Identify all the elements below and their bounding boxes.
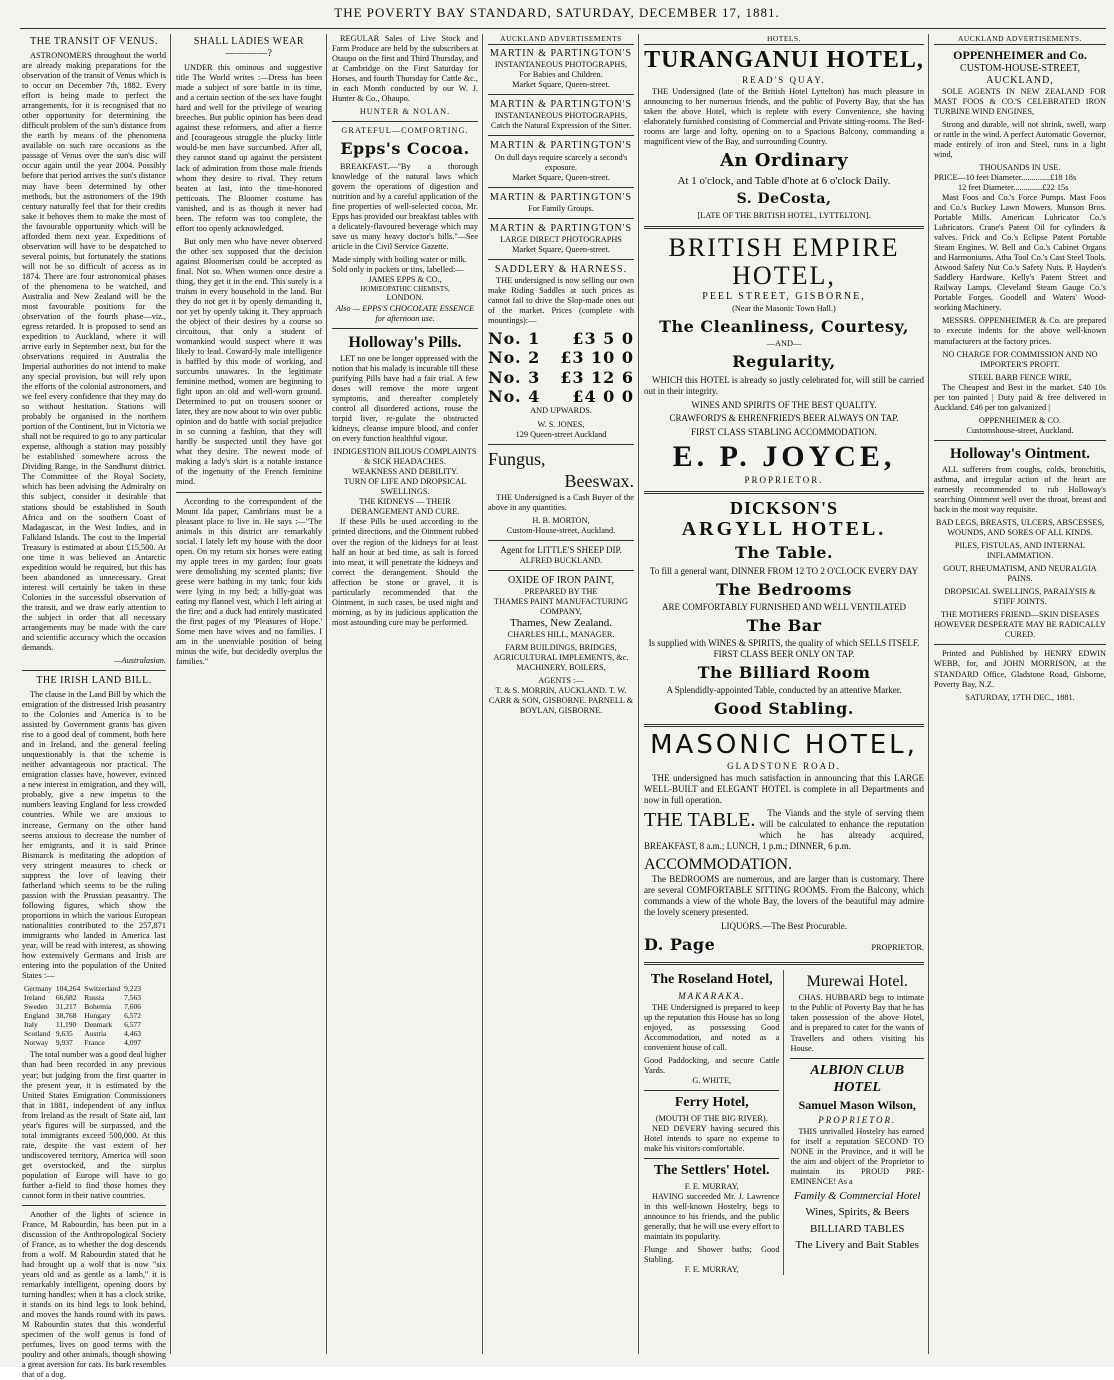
ad-upwards: AND UPWARDS.	[530, 405, 592, 415]
ad-table-text: To fill a general want, DINNER FROM 12 TO 2 O'CLOCK EVERY DAY	[649, 565, 919, 576]
divider	[934, 644, 1106, 645]
ad-oppenheimer: OPPENHEIMER and Co.	[953, 48, 1087, 63]
ad-photo-3b: On dull days require scarcely a second's exposure.	[494, 152, 628, 172]
ad-crawford: CRAWFORD'S & EHRENFRIED'S BEER ALWAYS ON TAP.	[669, 413, 899, 424]
ad-dickson: DICKSON'S	[729, 497, 839, 518]
table-row	[22, 1002, 143, 1011]
ad-argyll: ARGYLL HOTEL.	[681, 518, 887, 541]
ad-morton: H. B. MORTON,	[532, 515, 590, 525]
ad-regularity: Regularity,	[732, 352, 836, 372]
ad-saddlery-text: THE undersigned is now selling our own make Riding Saddles at such prices as cannot fail to drive the Slop-made ones out of the market. Prices (complete with mountings):—	[488, 275, 634, 326]
table-cell: 66,682	[55, 993, 77, 1003]
divider	[22, 670, 166, 671]
ad-wines: WINES AND SPIRITS OF THE BEST QUALITY.	[691, 399, 877, 410]
hotels-left-subcol	[644, 970, 784, 1275]
divider	[644, 226, 924, 229]
ad-strong: Strong and durable, will not shrink, swell, warp or rattle in the wind. A perfect Automatic Governor, made entirely of iron and Steel, runs in a light wind,	[934, 119, 1107, 159]
price-row	[488, 387, 634, 406]
article-animals: According to the correspondent of the Mount Ida paper, Cambrians must be a pleasant place to live in. He says :—"The animals in this district are remarkably social. I lately left my house with the door open. On my return six horses were eating my apple trees in my garden; four goats were demolishing my scented plants; five geese were bathing in my tank; four kids were lying in my bed; a billy-goat was eating my flannel vest, which I left airing at the fire; and a duck had entirely masticated the first pages of my 'Pleasures of Hope.' Some men have wives and no families. I am in the unenviable position of being minus the wife, but decidedly overplus the families."	[176, 496, 322, 666]
ad-agents-list: T. & S. MORRIN, AUCKLAND. T. W. CARR & SON, GISBORNE. PARNELL & BOYLAN, GISBORNE.	[488, 686, 634, 716]
ad-roseland-text: THE Undersigned is prepared to keep up the reputation this House has so long enjoyed, as possessing Good Accommodation, and noted as a convenient house of call.	[644, 1002, 780, 1052]
table-cell: 6,572	[124, 1011, 141, 1021]
divider	[644, 724, 924, 727]
ad-hunter-nolan: HUNTER & NOLAN.	[359, 107, 451, 117]
ad-holloway-weak: WEAKNESS AND DEBILITY.	[351, 467, 459, 477]
table-row	[22, 1020, 143, 1029]
ad-the-table: THE TABLE.	[644, 809, 756, 832]
table-cell: Ireland	[24, 993, 46, 1003]
table-cell: Switzerland	[84, 984, 121, 993]
table-cell: 31,217	[55, 1002, 77, 1012]
ad-thousands: THOUSANDS IN USE.	[979, 162, 1061, 172]
ad-oxide-title: OXIDE OF IRON PAINT,	[507, 574, 615, 586]
ad-hill: CHARLES HILL, MANAGER.	[507, 630, 615, 640]
heading-irish-land-bill: THE IRISH LAND BILL.	[36, 675, 152, 686]
column-divider	[638, 34, 639, 1354]
ad-page: D. Page	[644, 934, 716, 954]
ad-photo-5: LARGE DIRECT PHOTOGRAPHS	[500, 234, 622, 244]
ad-masonic: MASONIC HOTEL,	[650, 729, 918, 760]
ad-partington-title: MARTIN & PARTINGTON'S	[489, 140, 633, 152]
divider	[644, 1158, 779, 1159]
ad-items: Mast Foos and Co.'s Force Pumps. Mast Foos and Co.'s Buckey Lawn Mowers. Munson Bros. Portable Mills. American Lubricator Co.'s Lubricators. Crane's Patent Oil for cylinders & valves. Frick and Co.'s Eclipse Patent Portable Steam Engines. W. Bell and Co.'s Cabinet Organs and Harmoniums. Atha Tool Co.'s Cast Steel Tools. Atwood Safety Nut Co.'s Safety Nuts. P. Hayden's Saddlery Hardware. Kelly's Patent Street and Railway Lamps. Cleveland Steam Gauge Co.'s Portable Forges. Goodell and Waters' Wood-working Machinery.	[934, 193, 1106, 313]
divider	[488, 94, 634, 95]
ad-prepared: PREPARED BY THE	[524, 586, 598, 596]
ad-bedrooms-text: ARE COMFORTABLY FURNISHED AND WELL VENTILATED	[661, 602, 907, 613]
ad-price-2: 12 feet Diameter..............£22 15s	[958, 183, 1069, 193]
table-cell: Denmark	[84, 1020, 113, 1030]
ad-page-proprietor: PROPRIETOR.	[871, 942, 924, 952]
table-cell: 6,577	[124, 1020, 141, 1030]
ad-piles: PILES, FISTULAS, AND INTERNAL INFLAMMATION.	[954, 541, 1086, 561]
ad-saddlery-title: SADDLERY & HARNESS.	[494, 263, 628, 275]
ad-holloway-kidney: THE KIDNEYS — THEIR DERANGEMENT AND CURE.	[350, 497, 460, 517]
divider	[644, 1090, 779, 1091]
ad-british-empire: BRITISH EMPIRE HOTEL,	[668, 233, 900, 290]
ad-holloway-title: Holloway's Pills.	[348, 333, 462, 351]
ad-bedrooms: The Bedrooms	[716, 579, 852, 599]
divider	[488, 187, 634, 188]
column-5	[644, 34, 924, 1354]
column-divider	[928, 34, 929, 1354]
ad-epps-text: BREAKFAST.—"By a thorough knowledge of the natural laws which govern the operations of digestion and nutrition and by a careful application of the fine properties of well-selected cocoa, Mr. Epps has provided our breakfast tables with a delicately-flavoured beverage which may save us many heavy doctor's bills."—See article in the Civil Service Gazette.	[332, 161, 478, 251]
ad-near-masonic: (Near the Masonic Town Hall.)	[732, 304, 836, 314]
ad-sheep-dip: Agent for LITTLE'S SHEEP DIP.	[500, 544, 622, 555]
divider	[644, 962, 924, 965]
ad-which-text: WHICH this HOTEL is already so justly celebrated for, will still be carried out in their integrity.	[644, 374, 924, 396]
ad-holloway-turn: TURN OF LIFE AND DROPSICAL SWELLINGS.	[343, 477, 467, 497]
ad-dropsical: DROPSICAL SWELLINGS, PARALYSIS & STIFF JOINTS.	[944, 587, 1096, 607]
article-venus: ASTRONOMERS throughout the world are already making preparations for the observation of the transit of Venus which is to occur on December 7th, 1882. Every effort is being made to perfect the arrangements, for it is recognised that no other opportunity for determining the difficult problem of the sun's distance from the earth by means of the phenomena available on such rare occasions as the passage of Venus over the sun's disc will occur again until the year 2004. Possibly before that period arrives the sun's distance may have been determined by other methods, but the astronomers of the 19th century naturally feel that for their credits sake it behoves them to make the most of the favourable opportunity which will be afforded them next year. Expeditions of observation will have to be despatched to several points, but fortunately the stations will not be so difficult of access as in 1874. There are four astronomical phases of the phenomena to be watched, and Australia and New Zealand will be the most favourable positions for the observation of the fourth phase—viz., egress retarded. It is proposed to send an expedition to Auckland, where it will arrive early in September next, but for the observations required in Australia the Imperial authorities do not intend to make any special provision, but will rely upon the efforts of the colonial astronomers, and we feel every confidence that they may do so without hesitation. Stations will probably be organised in the northern portion of the Continent, but in Victoria we shall not be required to go to any particular expense, although a station may possibly be established somewhere across the Dividing Range, in the Sandhurst district. The Committee of the Royal Society, which has been advising the Admiralty on this subject, consider it desirable that stations should be established in South Africa and on the southern Coast of Madagascar, in the West Indies, and in Falkland Islands. The cost to the Imperial Treasury is estimated at about £15,500. At one time it was believed an Antarctic expedition would be required, but this has been abandoned as unnecessary. Great interest will certainly be taken in these Colonies in the successful observation of the transit, and we draw early attention to the subject in order that all necessary arrangements may be made with the care and scientific accuracy which the occasion demands.	[22, 51, 166, 652]
price-value: £3 5 0	[572, 329, 634, 349]
ad-turanganui-text: THE Undersigned (late of the British Hotel Lyttelton) has much pleasure in announcing to her numerous friends, and the public of Poverty Bay, that she has taken the above Hotel, which is replete with every Convenience, she having elaborately furnished consisting of Commercial and Private sitting-rooms. The Bed-rooms are large and lofty, opening on to a Spacious Balcony, commanding a magnificent view of the Bay, and surrounding Country.	[644, 87, 924, 147]
ad-paddock: Good Paddocking, and secure Cattle Yards.	[644, 1055, 780, 1076]
ad-turanganui-title: TURANGANUI HOTEL,	[644, 47, 924, 74]
divider	[488, 540, 634, 541]
hotels-right-subcol	[790, 970, 924, 1275]
ad-family: Family & Commercial Hotel	[794, 1190, 921, 1203]
ad-partington-title: MARTIN & PARTINGTON'S	[489, 191, 633, 203]
ad-gladstone: GLADSTONE ROAD.	[727, 760, 841, 771]
column-divider	[326, 34, 327, 1354]
ad-photo-2: INSTANTANEOUS PHOTOGRAPHS,	[494, 111, 628, 121]
divider	[22, 1205, 166, 1206]
heading-shall-ladies: SHALL LADIES WEAR ————?	[193, 36, 305, 60]
price-value: £3 12 6	[560, 367, 634, 387]
ad-cleanliness: The Cleanliness, Courtesy,	[659, 317, 909, 337]
divider	[488, 570, 634, 571]
column-1	[22, 34, 166, 1380]
column-2	[176, 34, 322, 1354]
ad-ointment-text: ALL sufferers from coughs, colds, bronchitis, asthma, and irregular action of the heart are earnestly recommended to rub Holloway's searching Ointment well over the throat, breast and back in the most way requisite.	[934, 464, 1106, 515]
ad-murewai-text: CHAS. HUBBARD begs to intimate to the Public of Poverty Bay that he has taken possession of the above Hotel, and is prepared to cater for the wants of Travellers and others visiting his House.	[790, 993, 924, 1053]
ad-partington-title: MARTIN & PARTINGTON'S	[489, 99, 633, 111]
ad-billiard-text: A Splendidly-appointed Table, conducted by an attentive Marker.	[666, 685, 902, 696]
ad-bar: The Bar	[746, 615, 822, 635]
divider	[488, 218, 634, 219]
ad-buckland: ALFRED BUCKLAND.	[519, 555, 603, 565]
divider	[176, 492, 322, 493]
ad-mothers: THE MOTHERS FRIEND—SKIN DISEASES HOWEVER DESPERATE MAY BE RADICALLY CURED.	[934, 610, 1106, 640]
column-divider	[482, 34, 483, 1354]
article-irish: The clause in the Land Bill by which the emigration of the distressed Irish peasantry to the Colonies and America is to be assisted by Government grants has given rise to a good deal of comment, both here and in Ireland, and the general feeling unquestionably is that the scheme is neither advantageous nor practical. The emigration classes have, however, evinced a new interest in emigration, and they will, probably, give a new impetus to the numbers leaving England for less crowded countries. While we are anxious to increase, Germany on the other hand seems anxious to decrease the number of her emigrants, and it is said Prince Bismarck is meditating the adoption of very stringent measures to check or suppress the love of leaving their fatherland which seems to be the ruling passion with the Prussian peasantry. The following figures, which show the proportions in which the various European nationalities contributed to the 257,871 immigrants who landed in America last year, will be read with interest, as showing how extensively Germans and Irish are entering into the population of the United States :—	[22, 690, 166, 980]
table-cell: England	[24, 1011, 49, 1021]
divider	[644, 491, 924, 494]
divider	[790, 1058, 924, 1059]
ad-liquors: LIQUORS.—The Best Procurable.	[721, 920, 847, 931]
ad-thames-co: THAMES PAINT MANUFACTURING COMPANY,	[494, 596, 628, 616]
table-cell: 7,606	[124, 1002, 141, 1012]
ad-jones-addr: 129 Queen-street Auckland	[515, 429, 607, 439]
table-cell: Sweden	[24, 1002, 48, 1012]
table-cell: 11,190	[55, 1020, 77, 1030]
table-cell: Scotland	[24, 1029, 51, 1039]
ad-fungus-title: Fungus,	[488, 448, 546, 469]
ad-grateful: GRATEFUL—COMFORTING.	[341, 126, 469, 136]
article-irish-2: The total number was a good deal higher than had been recorded in any previous year; but judging from the first quarter in the present year, it is estimated by the United States Emigration Commissioners that in 1881, independent of any influx from Ireland as the result of State aid, last year's figures will be surpassed, and the total immigrants exceed 500,000. At this rate, despite the vast extent of her undiscovered territory, America will soon get overstocked, and the surplus population of Europe will have to go further a-field to find those homes they cannot form in their native countries.	[22, 1050, 166, 1200]
ad-fence-text: The Cheapest and Best in the market. £40 10s per ton painted | Duty paid & free delivered in Auckland. £46 per ton galvanized |	[934, 382, 1106, 412]
article-dog: Another of the lights of science in France, M Rabourdin, has been put in a discussion of the Anthropological Society of France, as to whether the dog descends from a wolf. M Rabourdin stated that he had brought up a wolf that is now "six years old and as gentle as a lamb," it is remarkably intelligent, opening doors by turning handles; when it has a clock strike, it stands on its hind legs to look behind, and moves the hands round with its paws. M Rabourdin states that this wonderful specimen of the wolf genus is fond of perfumes, lives on good terms with the poultry and other animals, though showing a great aversion for cats. Its bark resembles that of a dog.	[22, 1209, 166, 1380]
emigration-table	[22, 984, 143, 1047]
ad-messrs: MESSRS. OPPENHEIMER & Co. are prepared to execute indents for the above well-known manufacturers at the factory prices.	[934, 316, 1106, 346]
ad-oppen-2-addr: Customshouse-street, Auckland.	[966, 425, 1074, 435]
table-row	[22, 993, 143, 1002]
ad-epps-also: Also — EPPS'S CHOCOLATE ESSENCE for afternoon use.	[335, 303, 475, 323]
ad-photo-1: INSTANTANEOUS PHOTOGRAPHS,	[494, 60, 628, 70]
ad-photo-4b: For Family Groups.	[528, 203, 594, 213]
ad-ointment-title: Holloway's Ointment.	[949, 445, 1090, 462]
table-cell: 38,768	[55, 1011, 77, 1021]
divider	[934, 440, 1106, 441]
table-cell: Hungary	[84, 1011, 111, 1021]
ad-photo-market: Market Square, Queen-street.	[512, 244, 610, 254]
table-row	[22, 1038, 143, 1047]
ad-farm: FARM BUILDINGS, BRIDGES, AGRICULTURAL IMPLEMENTS, &c. MACHINERY, BOILERS,	[493, 643, 629, 673]
divider	[488, 259, 634, 260]
ad-fence: STEEL BARB FENCE WIRE,	[968, 372, 1072, 382]
ad-partington-title: MARTIN & PARTINGTON'S	[489, 48, 633, 60]
ad-photo-market: Market Square, Queen-street.	[512, 172, 610, 182]
table-cell: Bohemia	[84, 1002, 112, 1012]
table-cell: 7,563	[124, 993, 141, 1003]
table-cell: 4,097	[124, 1038, 141, 1048]
ad-murray-2: F. E. MURRAY,	[684, 1265, 739, 1275]
ad-bad-legs: BAD LEGS, BREASTS, ULCERS, ABSCESSES, WOUNDS, AND SORES OF ALL KINDS.	[935, 518, 1105, 538]
table-cell: Italy	[24, 1020, 38, 1030]
ad-price-1: PRICE—10 feet Diameter..............£18 18s	[934, 173, 1077, 183]
table-cell: 9,937	[55, 1038, 73, 1048]
table-cell: 4,463	[124, 1029, 141, 1039]
divider	[332, 121, 478, 122]
price-label: No. 1	[488, 329, 541, 349]
ad-joyce: E. P. JOYCE,	[672, 440, 896, 474]
ad-peel-street: PEEL STREET, GISBORNE,	[702, 290, 866, 302]
ad-table: The Table.	[734, 543, 834, 563]
ad-murewai: Murewai Hotel.	[806, 973, 908, 991]
table-row	[22, 1011, 143, 1020]
ad-epps-made: Made simply with boiling water or milk.	[332, 254, 467, 264]
ad-epps-chem: HOMŒOPATHIC CHEMISTS,	[360, 285, 450, 294]
ad-morton-addr: Custom-House-street, Auckland.	[506, 525, 616, 535]
ad-regular-sales: REGULAR Sales of Live Stock and Farm Produce are held by the subscribers at Otaupo on the first and Third Thursday, and at Cambridge on the First Saturday for Horses, and fourth Thursday for Cattle &c., in each Month conducted by our W. J. Hunter & Co., Ohaupo.	[332, 34, 478, 104]
ad-mason: Samuel Mason Wilson,	[798, 1098, 916, 1113]
imprint: Printed and Published by HENRY EDWIN WEBB, for, and JOHN MORRISON, at the STANDARD Office, Gladstone Road, Gisborne, Poverty Bay, N.Z.	[934, 649, 1106, 689]
ad-accommodation: ACCOMMODATION.	[644, 855, 793, 873]
price-label: No. 2	[488, 348, 541, 368]
ad-stabling: FIRST CLASS STABLING ACCOMMODATION.	[691, 427, 877, 438]
ad-albion-text: THIS unrivalled Hostelry has earned for itself a reputation SECOND TO NONE in the Province, and it will be the aim and object of the Proprietor to maintain its PROUD PRE-EMINENCE! As a	[790, 1126, 924, 1186]
ad-reads-quay: READ'S QUAY.	[742, 75, 826, 86]
ad-the-table-text: The Viands and the style of serving them will be calculated to enhance the reputation which he has already acquired, BREAKFAST, 8 a.m.; LUNCH, 1 p.m.; DINNER, 6 p.m.	[644, 808, 924, 852]
ad-photo-1b: For Babies and Children.	[519, 70, 603, 80]
price-row	[488, 348, 634, 367]
ad-ferry-text: NED DEVERY having secured this Hotel intends to spare no expense to make his visitors comfortable.	[644, 1124, 780, 1154]
column-6	[934, 34, 1106, 1354]
ad-roseland: The Roseland Hotel,	[650, 972, 773, 988]
ad-epps-title: Epps's Cocoa.	[340, 139, 470, 159]
ad-albion: ALBION CLUB HOTEL	[810, 1062, 905, 1095]
ad-photo-market: Market Square, Queen-street.	[512, 80, 610, 90]
table-cell: 9,223	[124, 984, 141, 993]
article-source: —Australasian.	[114, 655, 166, 665]
imprint-date: SATURDAY, 17TH DEC., 1881.	[965, 692, 1075, 702]
heading-transit-of-venus: THE TRANSIT OF VENUS.	[30, 36, 158, 47]
ad-mouth: (MOUTH OF THE BIG RIVER).	[655, 1114, 768, 1124]
ad-masonic-text: THE undersigned has much satisfaction in announcing that this LARGE WELL-BUILT and ELEGANT HOTEL is complete in all Departments and now in full operation.	[644, 772, 924, 805]
ad-ferry: Ferry Hotel,	[674, 1095, 749, 1111]
ad-custom-house: CUSTOM-HOUSE-STREET,	[960, 62, 1080, 74]
ad-white: G. WHITE,	[692, 1076, 732, 1086]
ad-settlers: The Settlers' Hotel.	[654, 1163, 770, 1179]
ad-good-stabling: Good Stabling.	[714, 699, 854, 719]
ad-no-charge: NO CHARGE FOR COMMISSION AND NO IMPORTER'S PROFIT.	[942, 349, 1098, 369]
column-header-hotels: HOTELS.	[644, 34, 924, 45]
ad-makaraka: MAKARAKA.	[678, 990, 746, 1001]
column-4	[488, 34, 634, 1354]
ad-settlers-text: HAVING succeeded Mr. J. Lawrence in this well-known Hostelry, begs to announce to his friends, and the public generally, that he will use every effort to maintain its popularity.	[644, 1192, 780, 1242]
ad-epps-co: JAMES EPPS & CO.,	[368, 274, 442, 284]
saddle-price-list	[488, 329, 634, 406]
price-label: No. 4	[488, 386, 541, 406]
ad-accommodation-text: The BEDROOMS are numerous, and are larger than is customary. There are several COMFORTABLE SITTING ROOMS. From the Balcony, which commands a view of the whole Bay, the lovers of the beautiful may admire the lovely scenery presented.	[644, 874, 924, 917]
ad-mason-prop: PROPRIETOR.	[818, 1114, 897, 1125]
ad-holloway-text: LET no one be longer oppressed with the notion that his malady is incurable till these purifying Pills have had a fair trial. A few doses will remove the more urgent symptoms, and thereafter completely control all disordered actions, rouse the torpid liver, re-gulate the obstructed kidneys, cleanse impure blood, and confer on every function healthful vigour.	[332, 353, 478, 444]
table-row	[22, 984, 143, 993]
column-header-auckland-2: AUCKLAND ADVERTISEMENTS.	[934, 34, 1106, 45]
column-3	[332, 34, 478, 1354]
ad-holloway-indig: INDIGESTION BILIOUS COMPLAINTS & SICK HEADACHES.	[333, 447, 477, 467]
ad-beeswax-title: Beeswax.	[564, 470, 634, 491]
table-cell: 9,635	[55, 1029, 73, 1039]
table-row	[22, 1029, 143, 1038]
price-value: £4 0 0	[572, 386, 634, 406]
ad-proprietor: PROPRIETOR.	[744, 474, 824, 485]
ad-jones: W. S. JONES,	[537, 419, 585, 429]
ad-flunge: Flunge and Shower baths; Good Stabling.	[644, 1245, 780, 1265]
table-cell: 104,264	[55, 984, 81, 993]
table-cell: Austria	[84, 1029, 107, 1039]
price-label: No. 3	[488, 367, 541, 387]
table-cell: Russia	[84, 993, 105, 1003]
ad-thames: Thames, New Zealand.	[509, 616, 612, 629]
ad-epps-sold: Sold only in packets or tins, labelled:—	[332, 264, 464, 274]
price-row	[488, 329, 634, 348]
ad-bar-text: Is supplied with WINES & SPIRITS, the quality of which SELLS ITSELF. FIRST CLASS BEER ONLY ON TAP.	[648, 638, 920, 660]
ad-agents: AGENTS :—	[538, 676, 584, 686]
ad-photo-2b: Catch the Natural Expression of the Sitter.	[490, 121, 632, 131]
divider	[488, 444, 634, 445]
ad-ordinary-time: At 1 o'clock, and Table d'hote at 6 o'clock Daily.	[677, 175, 891, 188]
ad-holloway-more: If these Pills be used according to the printed directions, and the Ointment rubbed over the region of the kidneys for at least half an hour at bed time, as salt is forced into meat, it will penetrate the kidneys and correct the derangement. Should the affection be stone or gravel, it is particularly recommended that the Ointment, in such cases, be used night and morning, as by its judicious application the most astounding cure may be performed.	[332, 517, 478, 627]
article-ladies-2: But only men who have never observed the other sex supposed that the decision against Bloomerism could be accepted as final. Not so. When women once desire a thing, they get it in the end. This surely is a truism in every household in the land. But they do not get it by openly demanding it, nor yet by openly taking it. They approach the object of their desires by a course so circuitous, that only a student of womankind would suspect where it was likely to lead. Coward-ly male intelligence is baffled by this mode of working, and succumbs unawares. In the legitimate feminine method, women are beginning to fight upon an old and well-worn ground. Determined to put on trousers sooner or later, they are now about to win over public opinion and do battle with social prejudice in so cunning a fashion, that they will hardly be suspected until they have got what they desire. The newest mode of making a lady's skirt is a notable instance of the ingenuity of the French feminine mind.	[176, 236, 322, 487]
divider	[488, 135, 634, 136]
column-header-auckland: AUCKLAND ADVERTISEMENTS	[488, 34, 634, 45]
ad-billiard: The Billiard Room	[697, 663, 871, 683]
ad-and: —AND—	[766, 339, 802, 349]
ad-wines-2: Wines, Spirits, & Beers	[805, 1206, 910, 1219]
ad-partington-title: MARTIN & PARTINGTON'S	[489, 222, 633, 234]
ad-ordinary: An Ordinary	[719, 150, 849, 172]
column-divider	[170, 34, 171, 1354]
ad-murray: F. E. MURRAY,	[684, 1182, 739, 1192]
divider	[332, 328, 478, 329]
ad-decosta: S. DeCosta,	[736, 191, 832, 208]
ad-oppen-2: OPPENHEIMER & CO.	[978, 415, 1062, 425]
price-row	[488, 368, 634, 387]
ad-livery: The Livery and Bait Stables	[795, 1238, 919, 1251]
table-cell: France	[84, 1038, 105, 1048]
ad-auckland: AUCKLAND,	[986, 74, 1054, 86]
ad-decosta-late: [LATE OF THE BRITISH HOTEL, LYTTELTON].	[697, 211, 871, 221]
article-ladies-1: UNDER this ominous and suggestive title The World writes :—Dress has been made a subject of sore battle in its time, and a certain section of the sex have fought hard and well for the privilege of wearing breeches. But public opinion has been dead against these reformers, and after a fierce and [courageous struggle the plucky little would-be men have succumbed. After all, they cannot stand up against the persistent lack of admiration from those male friends whom they desire to rival. They return beaten at last, into the time-honored petticoats. The Bloomer costume has vanished, and is as though it never had been. The reform was too complete, the effort too openly acknowledged.	[176, 63, 322, 233]
masthead-rule	[20, 28, 1106, 29]
ad-fungus-text: THE Undersigned is a Cash Buyer of the above in any quantities.	[488, 492, 634, 512]
ad-billiard-2: BILLIARD TABLES	[809, 1222, 905, 1235]
price-value: £3 10 0	[560, 348, 634, 368]
ad-gout: GOUT, RHEUMATISM, AND NEURALGIA PAINS.	[943, 564, 1097, 584]
table-cell: Germany	[24, 984, 52, 993]
ad-sole-agents: SOLE AGENTS IN NEW ZEALAND FOR MAST FOOS & CO.'S CELEBRATED IRON TURBINE WIND ENGINES,	[934, 86, 1106, 116]
table-cell: Norway	[24, 1038, 49, 1048]
ad-epps-city: LONDON.	[386, 293, 424, 303]
masthead: THE POVERTY BAY STANDARD, SATURDAY, DECEMBER 17, 1881.	[334, 5, 780, 20]
